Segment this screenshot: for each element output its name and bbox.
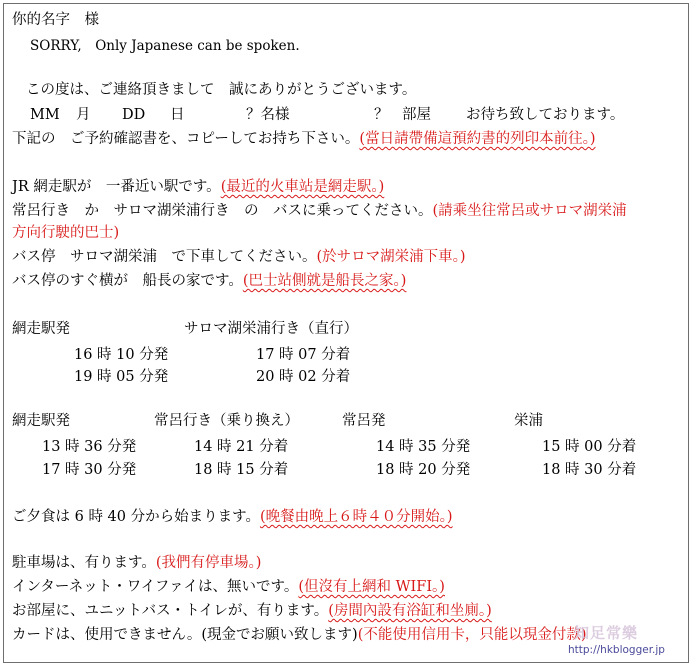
access-line xyxy=(12,223,119,243)
watermark-logo: 知足常樂 xyxy=(574,624,639,642)
facility-zh: (房間內設有浴缸和坐廁。) xyxy=(328,603,492,619)
facility-zh: (我們有停車場。) xyxy=(155,555,262,571)
timetable-cell: 14 時 35 分発 xyxy=(376,439,471,455)
timetable-cell: 17 時 07 分着 xyxy=(256,347,351,363)
dinner-line xyxy=(12,507,453,527)
thanks-line: この度は、ご連絡頂きまして 誠にありがとうございます。 xyxy=(26,82,417,98)
access-zh: (最近的火車站是網走駅。) xyxy=(220,179,385,195)
day-label: 日 xyxy=(170,107,185,123)
timetable-cell: 14 時 21 分着 xyxy=(194,439,289,455)
guest-name: 你的名字 様 xyxy=(12,12,99,28)
month-label: 月 xyxy=(76,107,91,123)
timetable-header: 網走駅発 xyxy=(12,321,70,337)
facility-line xyxy=(12,625,587,645)
timetable-cell: 20 時 02 分着 xyxy=(256,369,351,385)
month-placeholder: MM xyxy=(30,107,60,123)
confirm-line xyxy=(12,129,595,149)
watermark-url: http://hkblogger.jp xyxy=(568,644,665,656)
access-line xyxy=(12,177,384,197)
confirm-jp: 下記の ご予約確認書を、コピーしてお持ち下さい。 xyxy=(12,131,360,147)
facility-jp: カードは、使用できません。(現金でお願い致します) xyxy=(12,627,358,643)
facility-jp: 駐車場は、有ります。 xyxy=(12,555,156,571)
room-count: ？ xyxy=(374,107,389,123)
timetable-cell: 17 時 30 分発 xyxy=(42,462,137,478)
facility-line xyxy=(12,553,261,573)
access-jp: 常呂行き か サロマ湖栄浦行き の バスに乗ってください。 xyxy=(12,203,433,219)
facility-zh: (但沒有上網和 WIFI。) xyxy=(298,579,445,595)
access-zh: 方向行駛的巴士) xyxy=(12,225,120,241)
facility-jp: お部屋に、ユニットバス・トイレが、有ります。 xyxy=(12,603,329,619)
timetable-cell: 18 時 30 分着 xyxy=(542,462,637,478)
timetable-cell: 18 時 20 分発 xyxy=(376,462,471,478)
access-zh: (於サロマ湖栄浦下車。) xyxy=(316,249,466,265)
facility-zh: (不能使用信用卡，只能以現金付款) xyxy=(357,627,587,643)
timetable-cell: 15 時 00 分着 xyxy=(542,439,637,455)
dinner-zh: (晚餐由晚上６時４０分開始。) xyxy=(259,509,453,525)
timetable-header: 栄浦 xyxy=(514,413,543,429)
timetable-header: サロマ湖栄浦行き（直行） xyxy=(184,321,358,337)
facility-line xyxy=(12,577,445,597)
timetable-header: 常呂行き（乗り換え） xyxy=(154,413,299,429)
timetable-cell: 13 時 36 分発 xyxy=(42,439,137,455)
guest-count: ？名様 xyxy=(246,107,290,123)
access-line xyxy=(12,201,627,221)
timetable-header: 常呂発 xyxy=(342,413,386,429)
day-placeholder: DD xyxy=(122,107,146,123)
facility-jp: インターネット・ワイファイは、無いです。 xyxy=(12,579,299,595)
access-jp: バス停 サロマ湖栄浦 で下車してください。 xyxy=(12,249,317,265)
timetable-header: 網走駅発 xyxy=(12,413,70,429)
reservation-document xyxy=(3,3,689,663)
access-jp: バス停のすぐ横が 船長の家です。 xyxy=(12,273,243,289)
facility-line xyxy=(12,601,492,621)
sorry-note: SORRY, Only Japanese can be spoken. xyxy=(30,38,300,54)
confirm-zh: (當日請帶備這預約書的列印本前往。) xyxy=(359,131,596,147)
access-line xyxy=(12,271,406,291)
timetable-cell: 18 時 15 分着 xyxy=(194,462,289,478)
dinner-jp: ご夕食は 6 時 40 分から始まります。 xyxy=(12,509,260,525)
room-label: 部屋 xyxy=(402,107,431,123)
access-zh: (請乘坐往常呂或サロマ湖栄浦 xyxy=(432,203,627,219)
access-line xyxy=(12,247,466,267)
timetable-cell: 16 時 10 分発 xyxy=(74,347,169,363)
access-jp: JR 網走駅が 一番近い駅です。 xyxy=(12,179,221,195)
access-zh: (巴士站側就是船長之家。) xyxy=(242,273,407,289)
blog-watermark xyxy=(568,622,686,666)
waiting-text: お待ち致しております。 xyxy=(466,107,625,123)
timetable-cell: 19 時 05 分発 xyxy=(74,369,169,385)
